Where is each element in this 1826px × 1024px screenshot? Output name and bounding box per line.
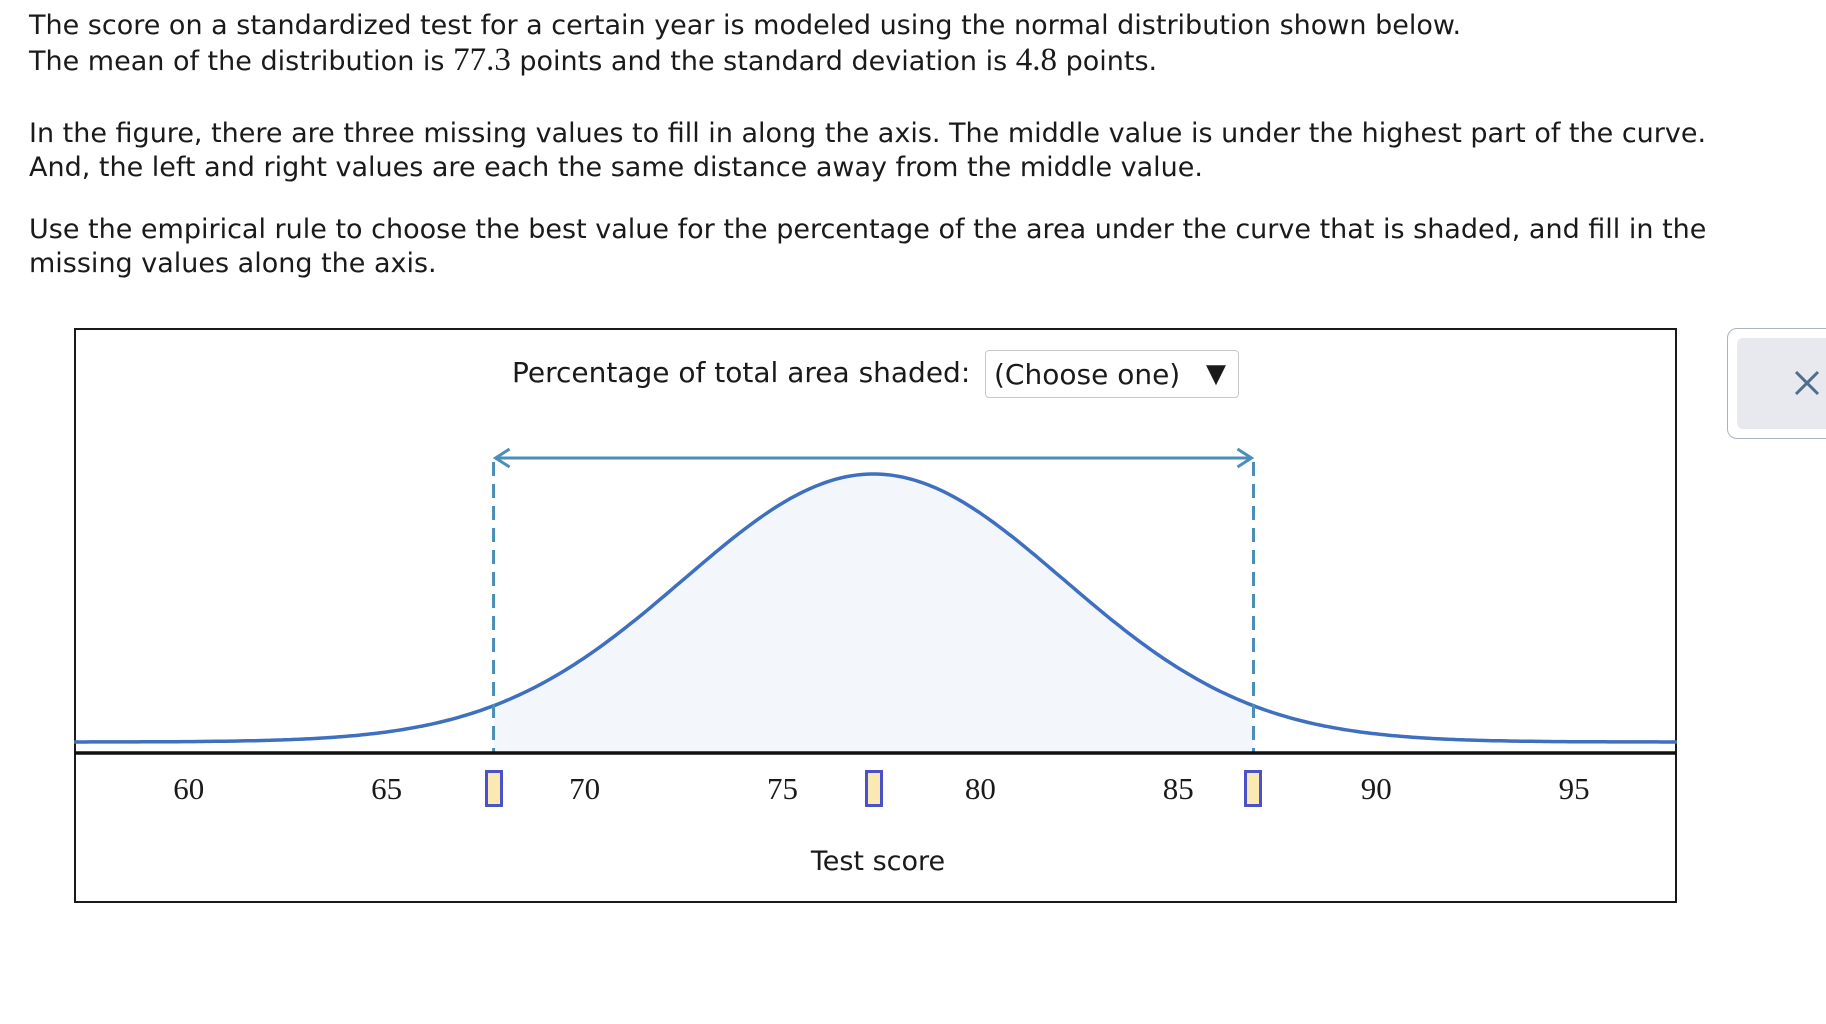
tick-label-85: 85: [1162, 771, 1194, 806]
percentage-dropdown[interactable]: [985, 350, 1239, 398]
percentage-row: [0, 350, 1826, 400]
instructions-1-line-1: In the figure, there are three missing values to fill in along the axis. The middle value is under the highest part of the curve.: [29, 118, 1707, 149]
middle-value-input[interactable]: [865, 770, 883, 807]
tick-label-70: 70: [569, 771, 601, 806]
percentage-label: Percentage of total area shaded:: [512, 356, 971, 389]
tool-panel: [1727, 328, 1826, 439]
problem-line-2b: points and the standard deviation is: [510, 46, 1016, 77]
dropdown-value: (Choose one): [994, 357, 1181, 391]
tick-label-60: 60: [173, 771, 205, 806]
close-button[interactable]: [1737, 338, 1826, 429]
instructions-2-line-1: Use the empirical rule to choose the best value for the percentage of the area under the curve that is shaded, and fill in the: [29, 214, 1707, 245]
mean-value: 77.3: [453, 42, 511, 78]
problem-line-2c: points.: [1057, 46, 1158, 77]
tick-label-75: 75: [766, 771, 798, 806]
close-icon: [1794, 370, 1820, 396]
left-value-input[interactable]: [485, 770, 503, 807]
dropdown-arrow-icon: ▼: [1206, 359, 1226, 389]
tick-label-80: 80: [964, 771, 996, 806]
tick-label-90: 90: [1360, 771, 1392, 806]
sd-value: 4.8: [1015, 42, 1057, 78]
right-value-input[interactable]: [1244, 770, 1262, 807]
instructions-1-line-2: And, the left and right values are each the same distance away from the middle value.: [29, 152, 1203, 183]
instructions-2-line-2: missing values along the axis.: [29, 248, 437, 279]
problem-line-1: The score on a standardized test for a certain year is modeled using the normal distribution shown below.: [29, 10, 1462, 41]
tick-label-95: 95: [1558, 771, 1590, 806]
x-axis-title: Test score: [810, 846, 946, 877]
tick-label-65: 65: [371, 771, 403, 806]
problem-line-2a: The mean of the distribution is: [29, 46, 454, 77]
shaded-area: [494, 474, 1254, 753]
